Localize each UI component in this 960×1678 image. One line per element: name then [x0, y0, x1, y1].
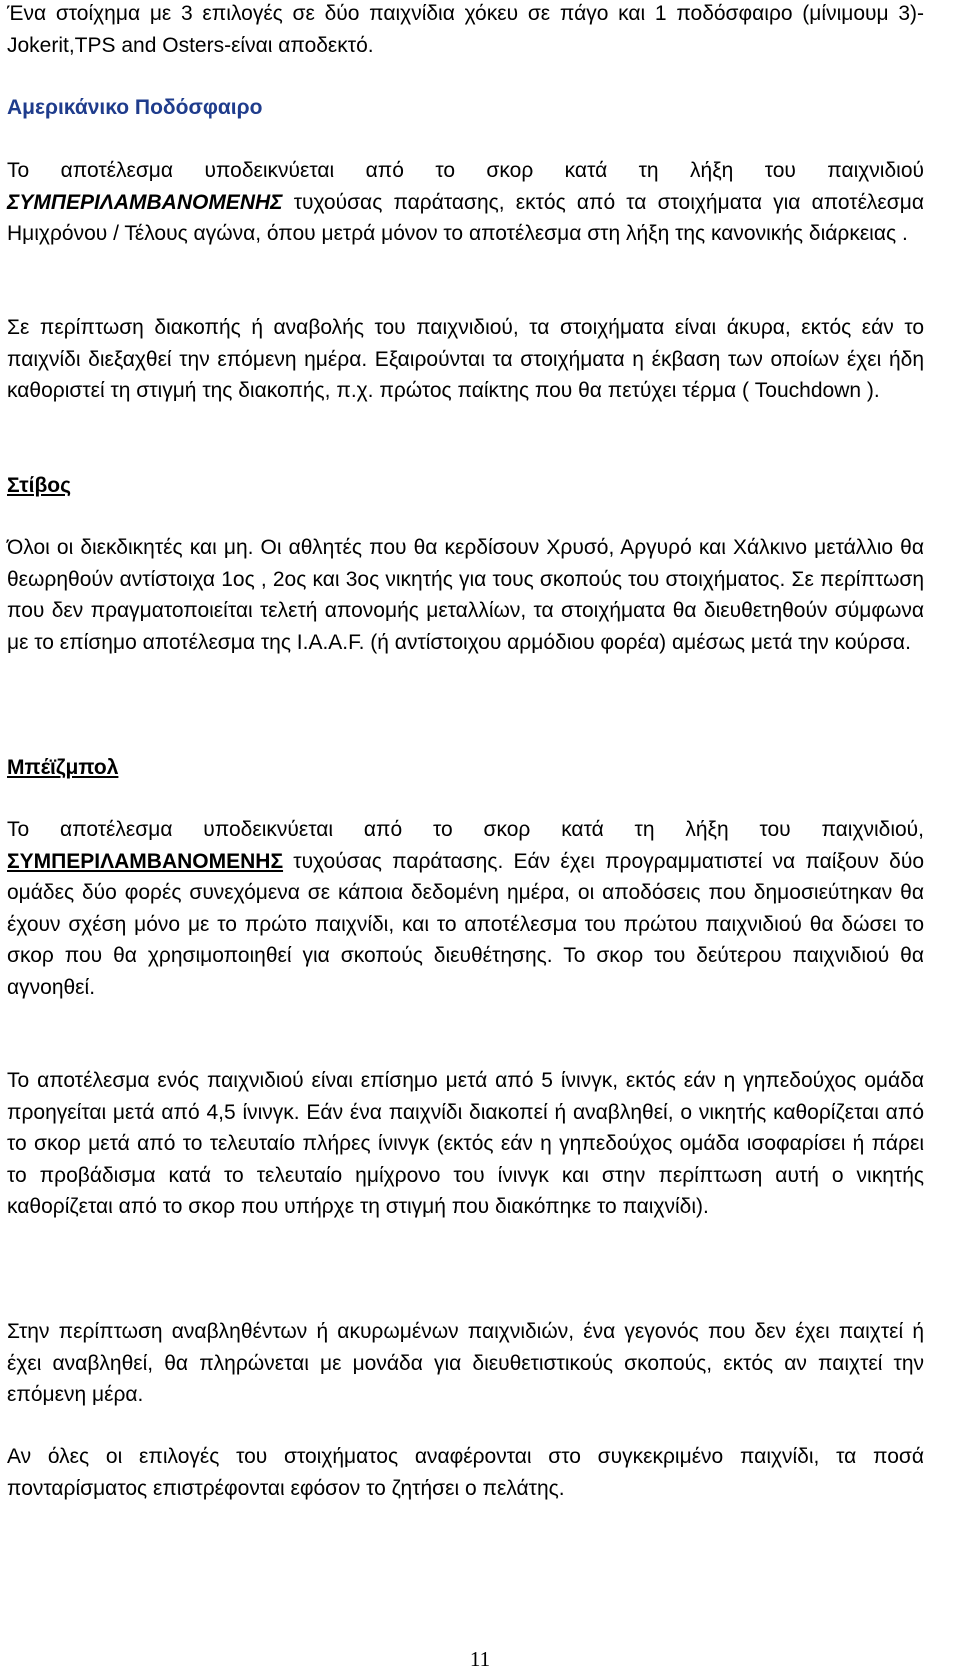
american-football-paragraph-1 [7, 155, 924, 250]
emphasis-text: ΣΥΜΠΕΡΙΛΑΜΒΑΝΟΜΕΝΗΣ [7, 849, 284, 873]
baseball-paragraph-2: Το αποτέλεσμα ενός παιχνιδιού είναι επίσημο μετά από 5 ίνινγκ, εκτός εάν η γηπεδούχος ομάδα προηγείται μετά από 4,5 ίνινγκ. Εάν ένα παιχνίδι διακοπεί ή αναβληθεί, ο νικητής καθορίζεται από το σκορ μετά από το τελευταίο πλήρες ίνινγκ (εκτός εάν η γηπεδούχος ομάδα ισοφαρίσει ή πάρει το προβάδισμα κατά το τελευταίο ημίχρονο του ίνινγκ και στην περίπτωση αυτή ο νικητής καθορίζεται από το σκορ που υπήρχε τη στιγμή που διακόπηκε το παιχνίδι). [7, 1069, 924, 1218]
athletics-heading: Στίβος [7, 474, 72, 497]
page-number: 11 [469, 1647, 491, 1671]
baseball-heading: Μπέϊζμπολ [7, 756, 119, 779]
athletics-paragraph-1: Όλοι οι διεκδικητές και μη. Οι αθλητές που θα κερδίσουν Χρυσό, Αργυρό και Χάλκινο μετάλλιο θα θεωρηθούν αντίστοιχα 1ος , 2ος και 3ος νικητής για τους σκοπούς του στοιχήματος. Σε περίπτωση που δεν πραγματοποιείται τελετή απονομής μεταλλίων, τα στοιχήματα θα διευθετηθούν σύμφωνα με το επίσημο αποτέλεσμα της I.A.A.F. (ή αντίστοιχου αρμόδιου φορέα) αμέσως μετά την κούρσα. [7, 536, 924, 654]
text-run: Το αποτέλεσμα υποδεικνύεται από το σκορ κατά τη λήξη του παιχνιδιού [7, 159, 924, 182]
text-run: τυχούσας παράτασης, εκτός από τα στοιχήματα για αποτέλεσμα Ημιχρόνου / Τέλους αγώνα, όπου μετρά μόνον το αποτέλεσμα στη λήξη της κανονικής διάρκειας . [7, 190, 924, 245]
emphasis-text: ΣΥΜΠΕΡΙΛΑΜΒΑΝΟΜΕΝΗΣ [7, 190, 283, 214]
baseball-paragraph-3: Στην περίπτωση αναβληθέντων ή ακυρωμένων παιχνιδιών, ένα γεγονός που δεν έχει παιχτεί ή έχει αναβληθεί, θα πληρώνεται με μονάδα για διευθετιστικούς σκοπούς, εκτός αν παιχτεί την επόμενη μέρα. [7, 1320, 924, 1406]
text-run: τυχούσας παράτασης. Εάν έχει προγραμματιστεί να παίξουν δύο ομάδες δύο φορές συνεχόμενα σε κάποια δεδομένη ημέρα, οι αποδόσεις που δημοσιεύτηκαν θα έχουν σχέση μόνο με το πρώτο παιχνίδι, και το αποτέλεσμα του πρώτου παιχνιδιού θα δώσει το σκορ που θα χρησιμοποιηθεί για σκοπούς διευθέτησης. Το σκορ του δεύτερου παιχνιδιού θα αγνοηθεί. [7, 849, 924, 999]
baseball-paragraph-1 [7, 814, 924, 1003]
baseball-paragraph-4: Αν όλες οι επιλογές του στοιχήματος αναφέρονται στο συγκεκριμένο παιχνίδι, τα ποσά πονταρίσματος επιστρέφονται εφόσον το ζητήσει ο πελάτης. [7, 1445, 924, 1500]
american-football-paragraph-2: Σε περίπτωση διακοπής ή αναβολής του παιχνιδιού, τα στοιχήματα είναι άκυρα, εκτός εάν το παιχνίδι διεξαχθεί την επόμενη ημέρα. Εξαιρούνται τα στοιχήματα η έκβαση των οποίων έχει ήδη καθοριστεί τη στιγμή της διακοπής, π.χ. πρώτος παίκτης που θα πετύχει τέρμα ( Touchdown ). [7, 316, 924, 402]
american-football-heading: Αμερικάνικο Ποδόσφαιρο [7, 96, 263, 119]
intro-paragraph: Ένα στοίχημα με 3 επιλογές σε δύο παιχνίδια χόκευ σε πάγο και 1 ποδόσφαιρο (μίνιμουμ 3)-Jokerit,TPS and Osters-είναι αποδεκτό. [7, 2, 924, 57]
text-run: Το αποτέλεσμα υποδεικνύεται από το σκορ κατά τη λήξη του παιχνιδιού, [7, 818, 924, 841]
